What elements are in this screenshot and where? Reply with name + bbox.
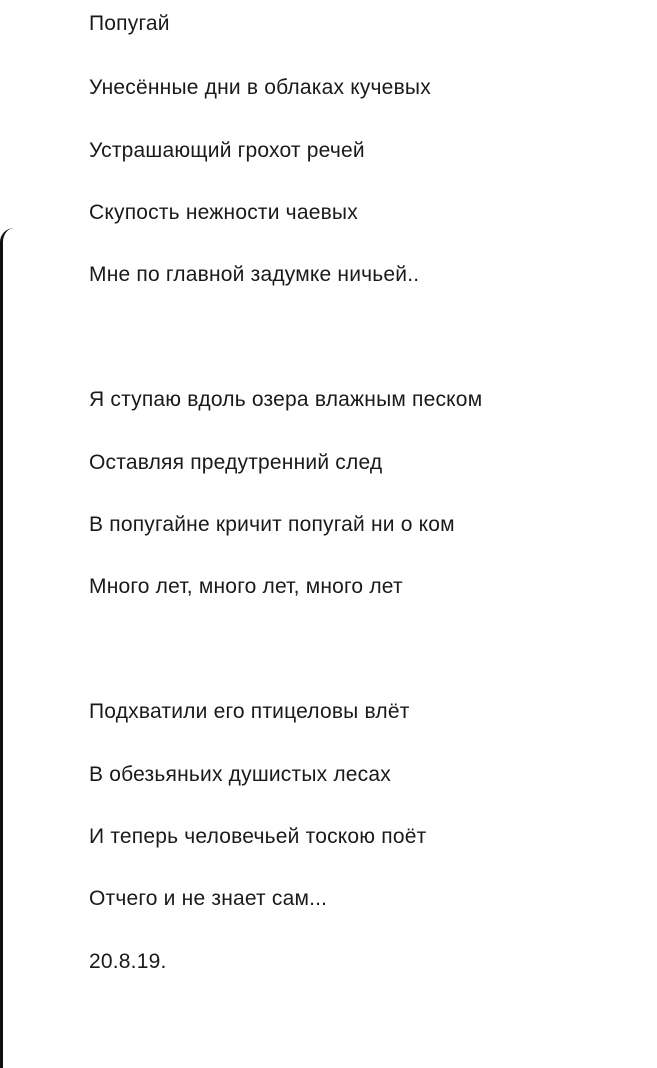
poem-line: Скупость нежности чаевых: [89, 201, 358, 224]
poem-line: Отчего и не знает сам...: [89, 887, 328, 910]
poem-line: Я ступаю вдоль озера влажным песком: [89, 388, 483, 411]
poem-line: В обезьяньих душистых лесах: [89, 763, 391, 786]
page-edge-line: [0, 228, 14, 1068]
poem-line: Мне по главной задумке ничьей..: [89, 263, 420, 286]
poem-line: Унесённые дни в облаках кучевых: [89, 76, 431, 99]
poem-date: 20.8.19.: [89, 950, 167, 973]
poem-line: Оставляя предутренний след: [89, 451, 383, 474]
poem-line: Устрашающий грохот речей: [89, 139, 365, 162]
poem-line: Много лет, много лет, много лет: [89, 575, 403, 598]
poem-title: Попугай: [89, 12, 170, 35]
poem-line: Подхватили его птицеловы влёт: [89, 700, 410, 723]
poem-line: И теперь человечьей тоскою поёт: [89, 825, 427, 848]
poem-line: В попугайне кричит попугай ни о ком: [89, 513, 455, 536]
